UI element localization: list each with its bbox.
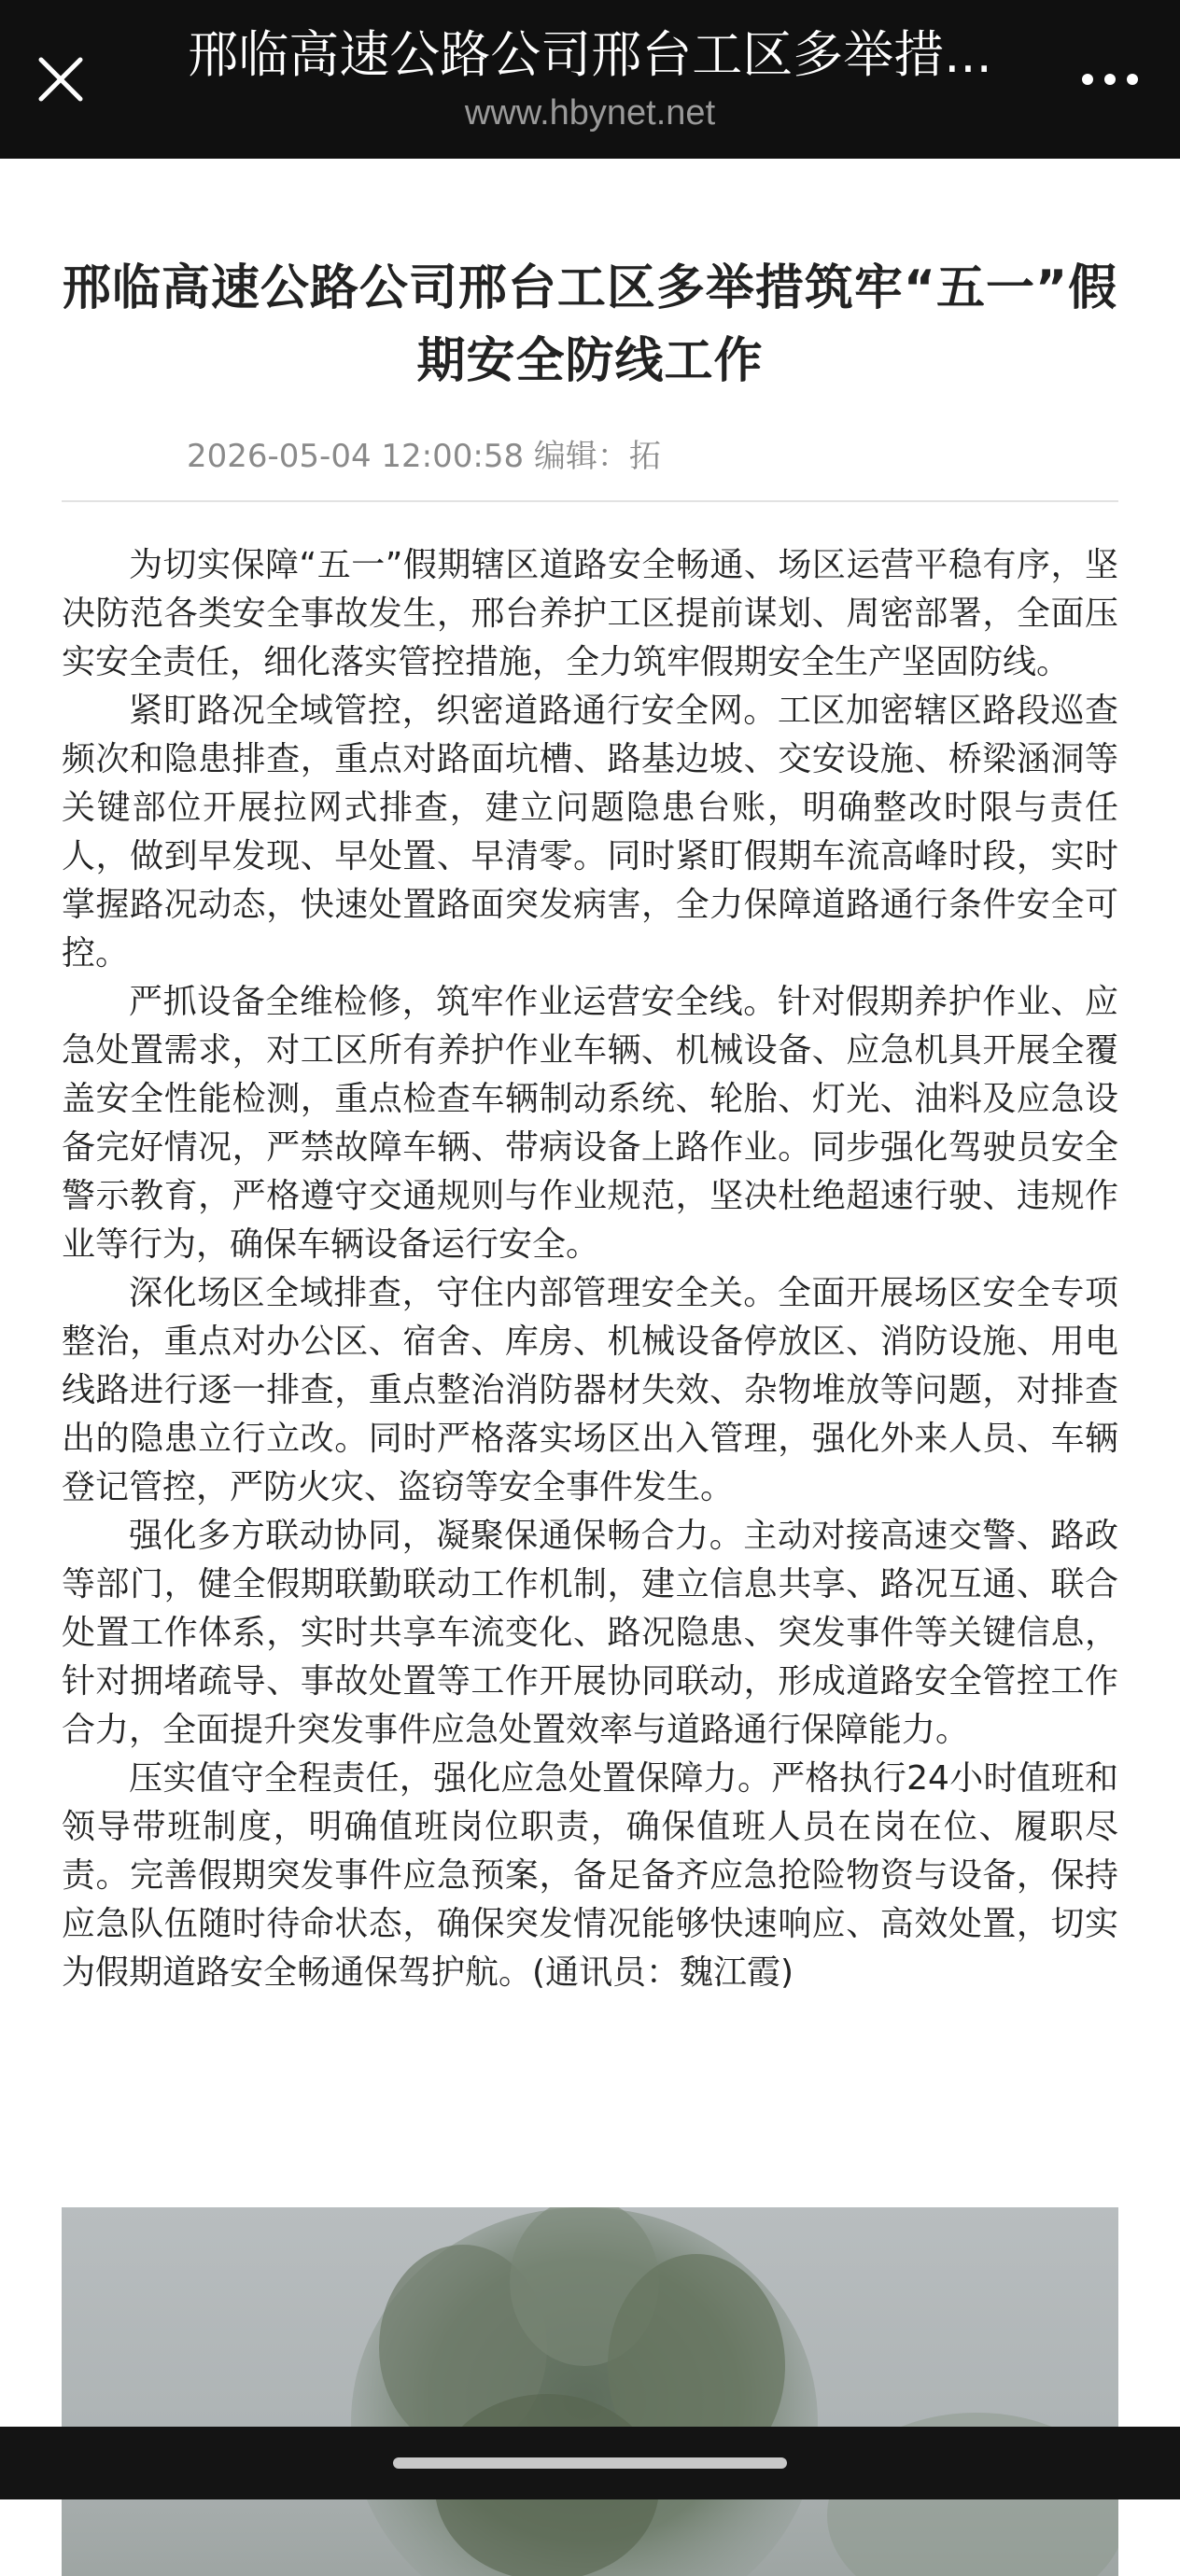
article-body [62,541,1118,1997]
article-paragraph: 深化场区全域排查，守住内部管理安全关。全面开展场区安全专项整治，重点对办公区、宿舍、库房、机械设备停放区、消防设施、用电线路进行逐一排查，重点整治消防器材失效、杂物堆放等问题，对排查出的隐患立行立改。同时严格落实场区出入管理，强化外来人员、车辆登记管控，严防火灾、盗窃等安全事件发生。 [62,1274,1118,1506]
article-paragraph: 紧盯路况全域管控，织密道路通行安全网。工区加密辖区路段巡查频次和隐患排查，重点对路面坑槽、路基边坡、交安设施、桥梁涵洞等关键部位开展拉网式排查，建立问题隐患台账，明确整改时限与责任人，做到早发现、早处置、早清零。同时紧盯假期车流高峰时段，实时掌握路况动态，快速处置路面突发病害，全力保障道路通行条件安全可控。 [62,692,1118,973]
close-icon [37,56,84,103]
tree-photo-illustration [62,2207,1118,2576]
article-photo [62,2207,1118,2576]
article-paragraph: 强化多方联动协同，凝聚保通保畅合力。主动对接高速交警、路政等部门，健全假期联勤联动工作机制，建立信息共享、路况互通、联合处置工作体系，实时共享车流变化、路况隐患、突发事件等关键信息，针对拥堵疏导、事故处置等工作开展协同联动，形成道路安全管控工作合力，全面提升突发事件应急处置效率与道路通行保障能力。 [62,1517,1118,1749]
article-paragraph: 为切实保障“五一”假期辖区道路安全畅通、场区运营平稳有序，坚决防范各类安全事故发生，邢台养护工区提前谋划、周密部署，全面压实安全责任，细化落实管控措施，全力筑牢假期安全生产坚固防线。 [62,546,1118,681]
page-url: www.hbynet.net [464,93,716,133]
more-icon [1080,72,1140,87]
page-title: 邢临高速公路公司邢台工区多举措... [188,25,992,84]
article-meta: 2026-05-04 12:00:58 编辑：拓 [187,438,661,475]
top-navigation-bar [0,0,1180,159]
article-paragraph: 严抓设备全维检修，筑牢作业运营安全线。针对假期养护作业、应急处置需求，对工区所有养护作业车辆、机械设备、应急机具开展全覆盖安全性能检测，重点检查车辆制动系统、轮胎、灯光、油料及应急设备完好情况，严禁故障车辆、带病设备上路作业。同步强化驾驶员安全警示教育，严格遵守交通规则与作业规范，坚决杜绝超速行驶、违规作业等行为，确保车辆设备运行安全。 [62,983,1118,1264]
page-title-area [140,24,1040,136]
home-indicator[interactable] [393,2457,787,2469]
article-content [62,159,1118,1997]
close-button[interactable] [26,37,95,121]
bottom-system-bar [0,2427,1180,2499]
divider [62,500,1118,502]
article-title: 邢临高速公路公司邢台工区多举措筑牢“五一”假期安全防线工作 [62,260,1118,389]
article-paragraph: 压实值守全程责任，强化应急处置保障力。严格执行24小时值班和领导带班制度，明确值班岗位职责，确保值班人员在岗在位、履职尽责。完善假期突发事件应急预案，备足备齐应急抢险物资与设备，保持应急队伍随时待命状态，确保突发情况能够快速响应、高效处置，切实为假期道路安全畅通保驾护航。(通讯员：魏江霞) [62,1759,1118,1992]
more-options-button[interactable] [1059,37,1161,121]
